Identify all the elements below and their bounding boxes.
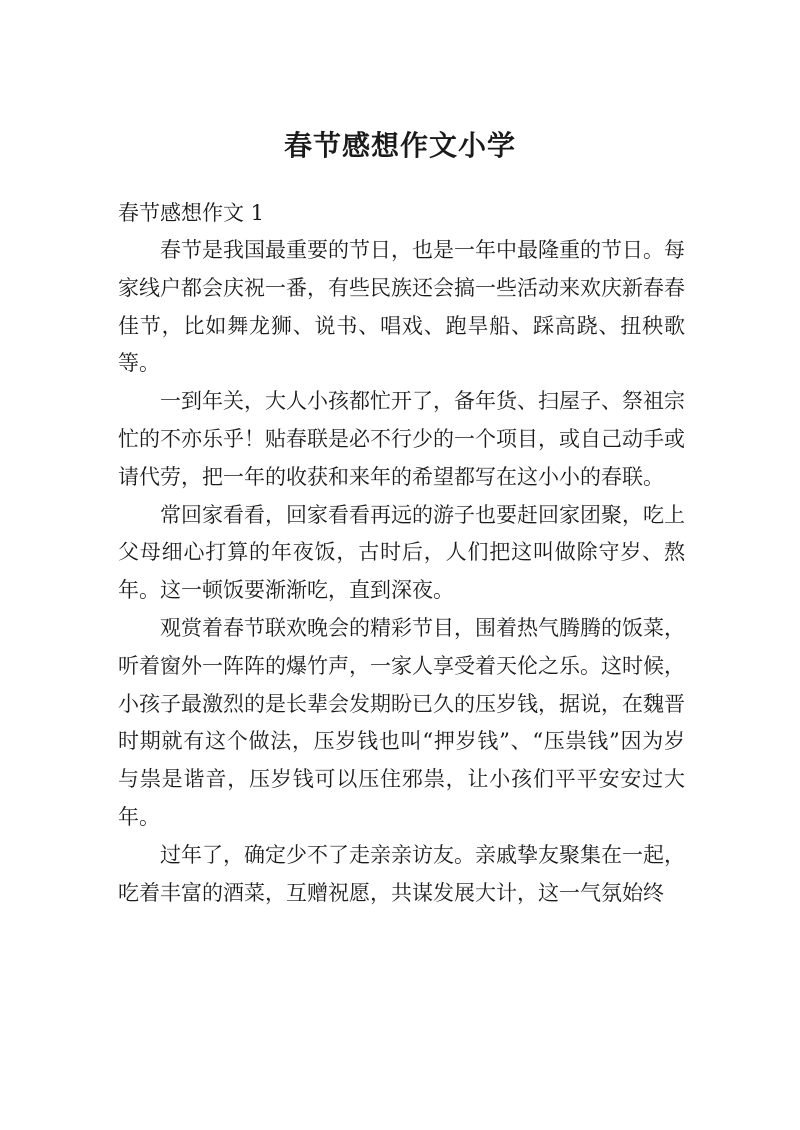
document-title: 春节感想作文小学 xyxy=(283,129,516,162)
paragraph: 一到年关，大人小孩都忙开了，备年货、扫屋子、祭祖宗忙的不亦乐乎！贴春联是必不行少的一个项目，或自己动手或请代劳，把一年的收获和来年的希望都写在这小小的春联。 xyxy=(118,389,685,489)
document-body xyxy=(118,232,685,912)
section-title: 春节感想作文 1 xyxy=(118,201,265,225)
paragraph: 常回家看看，回家看看再远的游子也要赶回家团聚，吃上父母细心打算的年夜饭，古时后，人们把这叫做除守岁、熬年。这一顿饭要渐渐吃，直到深夜。 xyxy=(118,502,685,603)
paragraph: 观赏着春节联欢晚会的精彩节目，围着热气腾腾的饭菜，听着窗外一阵阵的爆竹声，一家人享受着天伦之乐。这时候，小孩子最激烈的是长辈会发期盼已久的压岁钱，据说，在魏晋时期就有这个做法，压岁钱也叫“押岁钱”、“压祟钱”因为岁与祟是谐音，压岁钱可以压住邪祟，让小孩们平平安安过大年。 xyxy=(118,615,685,829)
paragraph: 过年了，确定少不了走亲亲访友。亲戚挚友聚集在一起，吃着丰富的酒菜，互赠祝愿，共谋发展大计，这一气氛始终 xyxy=(118,842,685,905)
paragraph: 春节是我国最重要的节日，也是一年中最隆重的节日。每家线户都会庆祝一番，有些民族还会搞一些活动来欢庆新春春佳节，比如舞龙狮、说书、唱戏、跑旱船、踩高跷、扭秧歌等。 xyxy=(118,238,685,376)
